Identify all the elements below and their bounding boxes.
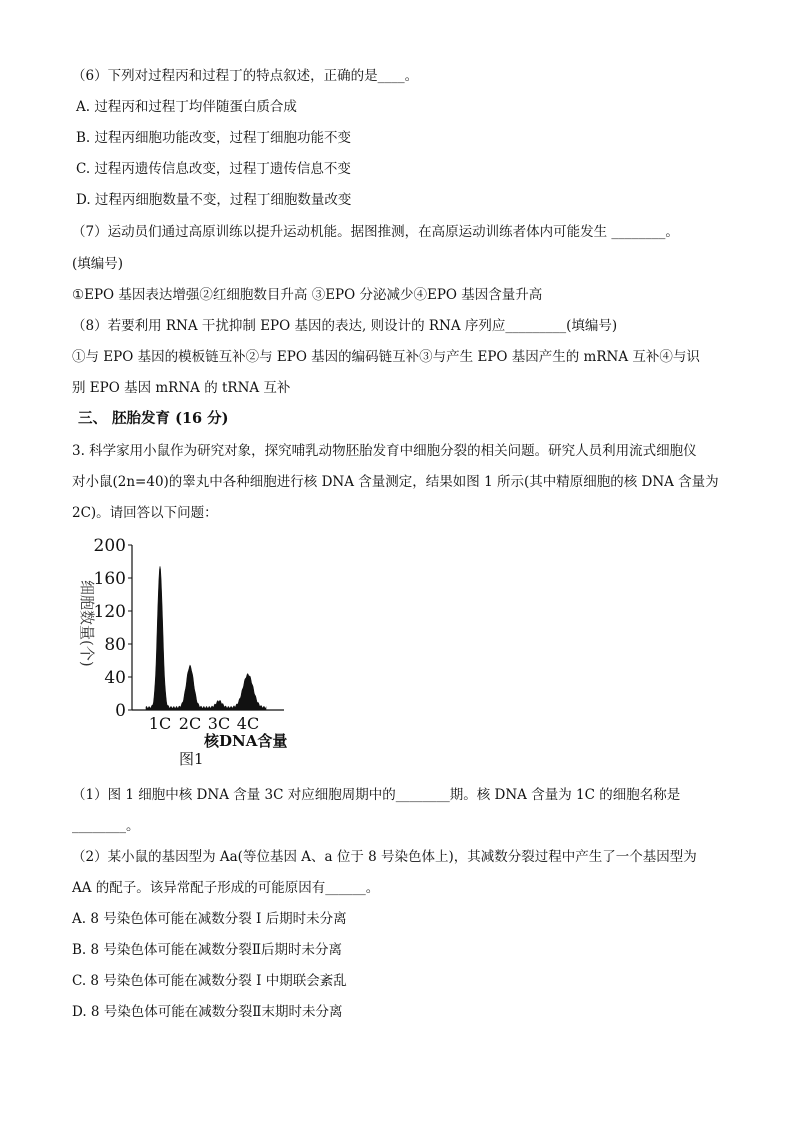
- y-tick-label: 120: [93, 602, 126, 622]
- y-axis-label: 细胞数量(个): [78, 580, 96, 667]
- peak-2C: [189, 668, 190, 669]
- subquestion-2-line1: （2）某小鼠的基因型为 Aa(等位基因 A、a 位于 8 号染色体上)，其减数分裂过程中产生了一个基因型为: [72, 849, 697, 865]
- figure-1-chart: [72, 532, 312, 777]
- question-6-option-d: D. 过程丙细胞数量不变，过程丁细胞数量改变: [76, 192, 352, 208]
- subquestion-2-option-b: B. 8 号染色体可能在减数分裂Ⅱ后期时未分离: [72, 942, 343, 958]
- question-8-stem: （8）若要利用 RNA 干扰抑制 EPO 基因的表达, 则设计的 RNA 序列应_________(填编号): [72, 318, 618, 334]
- question-8-options-line2: 别 EPO 基因 mRNA 的 tRNA 互补: [72, 380, 291, 396]
- subquestion-2-option-d: D. 8 号染色体可能在减数分裂Ⅱ末期时未分离: [72, 1004, 343, 1020]
- subquestion-1-line2: ________。: [72, 818, 140, 834]
- histogram-peaks: [146, 566, 266, 710]
- histogram-area: [146, 566, 266, 710]
- peak-4C: [247, 676, 248, 677]
- x-tick-label: 2C: [178, 714, 202, 733]
- y-tick-label: 40: [104, 668, 126, 688]
- question-7-options: ①EPO 基因表达增强②红细胞数目升高 ③EPO 分泌减少④EPO 基因含量升高: [72, 287, 543, 303]
- peak-1C: [159, 569, 160, 570]
- section-3-heading: 三、 胚胎发育 (16 分): [78, 410, 229, 427]
- question-6-stem: （6）下列对过程丙和过程丁的特点叙述，正确的是____。: [72, 68, 419, 84]
- problem-3-intro-line2: 对小鼠(2n=40)的睾丸中各种细胞进行核 DNA 含量测定，结果如图 1 所示(其中精原细胞的核 DNA 含量为: [72, 474, 719, 490]
- x-tick-labels: [149, 714, 259, 733]
- x-tick-label: 1C: [148, 714, 172, 733]
- x-tick-label: 3C: [207, 714, 231, 733]
- problem-3-intro-line1: 3. 科学家用小鼠作为研究对象，探究哺乳动物胚胎发育中细胞分裂的相关问题。研究人员利用流式细胞仪: [72, 443, 697, 459]
- x-tick-label: 4C: [236, 714, 260, 733]
- question-7-note: (填编号): [72, 256, 124, 272]
- y-tick-label: 80: [104, 635, 126, 655]
- subquestion-1-line1: （1）图 1 细胞中核 DNA 含量 3C 对应细胞周期中的________期。核 DNA 含量为 1C 的细胞名称是: [72, 787, 681, 803]
- peak-3C: [218, 703, 219, 704]
- subquestion-2-option-c: C. 8 号染色体可能在减数分裂 I 中期联会紊乱: [72, 973, 347, 989]
- y-tick-labels: [94, 536, 132, 721]
- subquestion-2-option-a: A. 8 号染色体可能在减数分裂 I 后期时未分离: [72, 911, 347, 927]
- problem-3-intro-line3: 2C)。请回答以下问题：: [72, 505, 218, 521]
- question-6-option-a: A. 过程丙和过程丁均伴随蛋白质合成: [76, 99, 297, 115]
- question-8-options-line1: ①与 EPO 基因的模板链互补②与 EPO 基因的编码链互补③与产生 EPO 基因产生的 mRNA 互补④与识: [72, 349, 700, 365]
- y-tick-label: 160: [93, 569, 126, 589]
- question-7-stem: （7）运动员们通过高原训练以提升运动机能。据图推测，在高原运动训练者体内可能发生 ________。: [72, 224, 679, 240]
- question-6-option-c: C. 过程丙遗传信息改变，过程丁遗传信息不变: [76, 161, 351, 177]
- figure-caption: 图1: [179, 750, 204, 768]
- x-axis-label: 核DNA含量: [204, 732, 288, 750]
- question-6-option-b: B. 过程丙细胞功能改变，过程丁细胞功能不变: [76, 130, 352, 146]
- y-tick-label: 200: [93, 536, 126, 556]
- y-tick-label: 0: [115, 701, 126, 721]
- subquestion-2-line2: AA 的配子。该异常配子形成的可能原因有______。: [72, 880, 380, 896]
